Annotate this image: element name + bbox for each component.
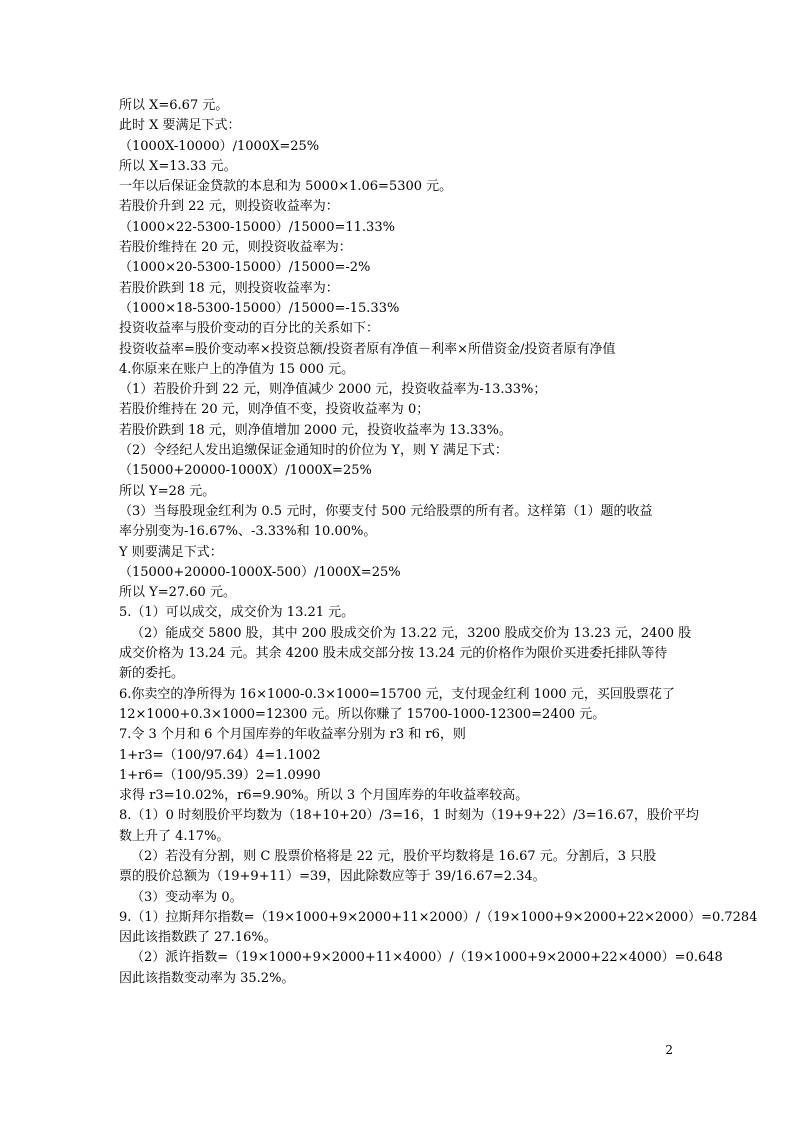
text-line: （2）令经纪人发出追缴保证金通知时的价位为 Y，则 Y 满足下式： xyxy=(119,443,508,459)
text-line: 数上升了 4.17%。 xyxy=(119,828,230,844)
text-line: （1000X-10000）/1000X=25% xyxy=(119,138,320,154)
text-line: 12×1000+0.3×1000=12300 元。所以你赚了 15700-1000-12300=2400 元。 xyxy=(119,706,606,722)
text-line: （1000×22-5300-15000）/15000=11.33% xyxy=(119,219,395,235)
text-line: 投资收益率与股价变动的百分比的关系如下： xyxy=(119,321,380,337)
text-line: （3）当每股现金红利为 0.5 元时，你要支付 500 元给股票的所有者。这样第（1）题的收益 xyxy=(119,503,653,519)
text-line: 若股价跌到 18 元，则净值增加 2000 元，投资收益率为 13.33%。 xyxy=(119,422,512,438)
text-line: 1+r6=（100/95.39）2=1.0990 xyxy=(119,767,321,783)
text-line: 所以 X=6.67 元。 xyxy=(119,98,229,113)
text-line: 率分别变为-16.67%、-3.33%和 10.00%。 xyxy=(119,524,377,540)
text-line: 此时 X 要满足下式： xyxy=(119,118,241,134)
text-line: 若股价维持在 20 元，则净值不变，投资收益率为 0； xyxy=(119,402,430,418)
text-line: （1）若股价升到 22 元，则净值减少 2000 元，投资收益率为-13.33%； xyxy=(119,382,547,398)
page-number: 2 xyxy=(665,1043,673,1057)
text-line: 5.（1）可以成交，成交价为 13.21 元。 xyxy=(119,605,355,621)
text-line: 新的委托。 xyxy=(119,666,185,682)
text-line: 9.（1）拉斯拜尔指数=（19×1000+9×2000+11×2000）/（19×1000+9×2000+22×2000）=0.7284 xyxy=(119,909,758,925)
document-body xyxy=(119,96,758,989)
text-line: 一年以后保证金贷款的本息和为 5000×1.06=5300 元。 xyxy=(119,179,453,195)
text-line: （1000×20-5300-15000）/15000=-2% xyxy=(119,260,371,276)
text-line: 若股价维持在 20 元，则投资收益率为： xyxy=(119,240,352,256)
text-line: 求得 r3=10.02%，r6=9.90%。所以 3 个月国库券的年收益率较高。 xyxy=(119,788,529,804)
text-line: 1+r3=（100/97.64）4=1.1002 xyxy=(119,747,321,763)
text-line: 所以 X=13.33 元。 xyxy=(119,158,237,174)
text-line: 因此该指数跌了 27.16%。 xyxy=(119,930,277,946)
text-line: 票的股价总额为（19+9+11）=39，因此除数应等于 39/16.67=2.34。 xyxy=(119,869,546,885)
text-line: （2）若没有分割，则 C 股票价格将是 22 元，股价平均数将是 16.67 元。分割后，3 只股 xyxy=(131,848,657,864)
text-line: Y 则要满足下式： xyxy=(119,544,223,560)
text-line: 所以 Y=27.60 元。 xyxy=(119,585,236,601)
text-line: （15000+20000-1000X-500）/1000X=25% xyxy=(119,564,401,580)
text-line: 8.（1）0 时刻股价平均数为（18+10+20）/3=16，1 时刻为（19+9+22）/3=16.67，股价平均 xyxy=(119,808,699,824)
text-line: 若股价跌到 18 元，则投资收益率为： xyxy=(119,280,339,296)
text-line: 7.令 3 个月和 6 个月国库券的年收益率分别为 r3 和 r6，则 xyxy=(119,727,466,743)
text-line: 6.你卖空的净所得为 16×1000-0.3×1000=15700 元，支付现金红利 1000 元，买回股票花了 xyxy=(119,686,675,702)
text-line: 因此该指数变动率为 35.2%。 xyxy=(119,970,295,986)
text-line: 4.你原来在账户上的净值为 15 000 元。 xyxy=(119,361,355,377)
text-line: 若股价升到 22 元，则投资收益率为： xyxy=(119,199,339,215)
text-line: （2）能成交 5800 股，其中 200 股成交价为 13.22 元，3200 股成交价为 13.23 元，2400 股 xyxy=(131,625,692,641)
text-line: （15000+20000-1000X）/1000X=25% xyxy=(119,463,372,479)
text-line: 所以 Y=28 元。 xyxy=(119,483,216,499)
text-line: （2）派许指数=（19×1000+9×2000+11×4000）/（19×1000+9×2000+22×4000）=0.648 xyxy=(131,950,723,966)
text-line: （1000×18-5300-15000）/15000=-15.33% xyxy=(119,300,400,316)
text-line: 成交价格为 13.24 元。其余 4200 股未成交部分按 13.24 元的价格作为限价买进委托排队等待 xyxy=(119,646,668,662)
text-line: 投资收益率=股价变动率×投资总额/投资者原有净值－利率×所借资金/投资者原有净值 xyxy=(119,341,616,357)
text-line: （3）变动率为 0。 xyxy=(131,889,243,905)
